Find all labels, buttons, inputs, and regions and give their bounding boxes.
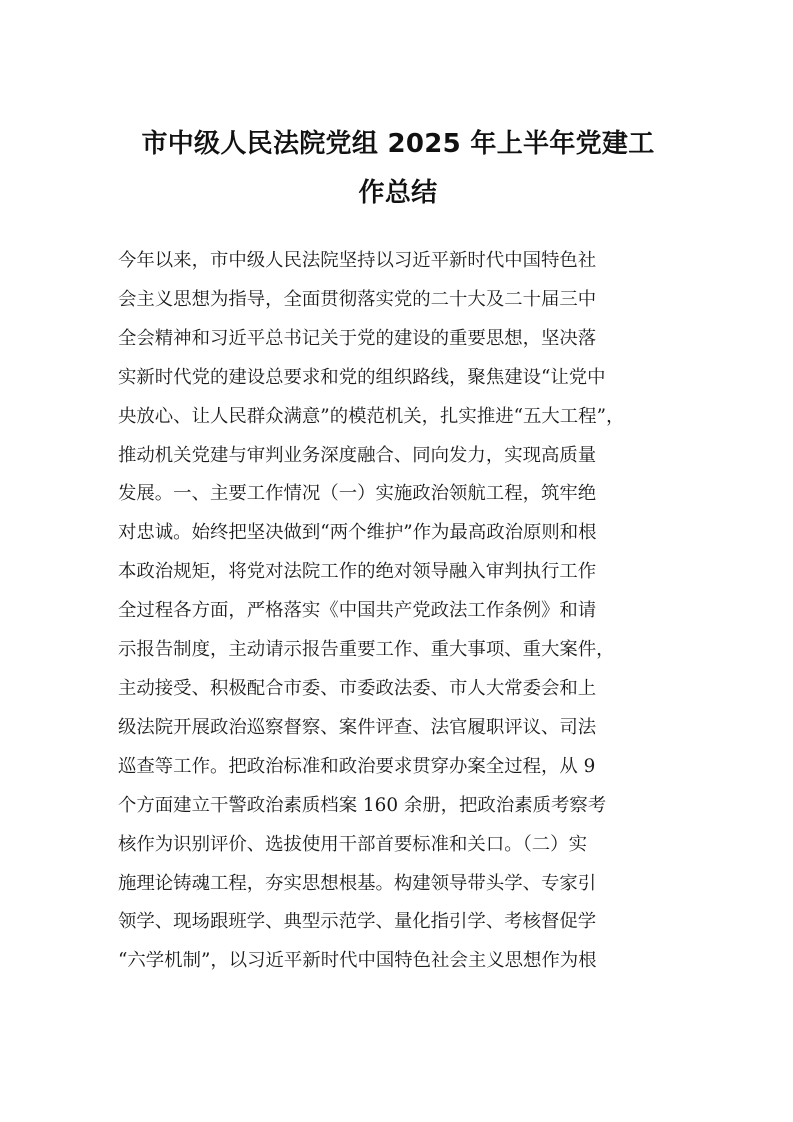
body-line: 本政治规矩，将党对法院工作的绝对领导融入审判执行工作 [118, 561, 597, 583]
body-line: 个方面建立干警政治素质档案 160 余册，把政治素质考察考 [118, 794, 607, 816]
body-line: 巡查等工作。把政治标准和政治要求贯穿办案全过程，从 9 [118, 755, 596, 777]
body-line: 领学、现场跟班学、典型示范学、量化指引学、考核督促学 [118, 911, 597, 933]
body-line: 对忠诚。始终把坚决做到“两个维护”作为最高政治原则和根 [118, 522, 597, 544]
body-line: 会主义思想为指导，全面贯彻落实党的二十大及二十届三中 [118, 288, 597, 310]
body-line: 全会精神和习近平总书记关于党的建设的重要思想，坚决落 [118, 327, 597, 349]
body-line: 发展。一、主要工作情况（一）实施政治领航工程，筑牢绝 [118, 483, 597, 505]
body-paragraph [118, 242, 678, 981]
body-line: “六学机制”，以习近平新时代中国特色社会主义思想作为根 [118, 950, 597, 972]
body-line: 推动机关党建与审判业务深度融合、同向发力，实现高质量 [118, 444, 597, 466]
body-line: 今年以来，市中级人民法院坚持以习近平新时代中国特色社 [118, 250, 597, 271]
body-line: 级法院开展政治巡察督察、案件评查、法官履职评议、司法 [118, 716, 597, 738]
body-line: 全过程各方面，严格落实《中国共产党政法工作条例》和请 [118, 600, 597, 622]
body-line: 央放心、让人民群众满意”的模范机关，扎实推进“五大工程”， [118, 405, 625, 427]
title-line: 市中级人民法院党组 2025 年上半年党建工 [141, 129, 655, 159]
body-line: 施理论铸魂工程，夯实思想根基。构建领导带头学、专家引 [118, 872, 597, 894]
body-line: 主动接受、积极配合市委、市委政法委、市人大常委会和上 [118, 677, 597, 699]
body-line: 核作为识别评价、选拔使用干部首要标准和关口。（二）实 [118, 833, 587, 855]
body-line: 示报告制度，主动请示报告重要工作、重大事项、重大案件， [118, 639, 615, 661]
title-line: 作总结 [358, 178, 438, 208]
document-title [108, 120, 688, 218]
body-line: 实新时代党的建设总要求和党的组织路线，聚焦建设“让党中 [118, 366, 606, 388]
